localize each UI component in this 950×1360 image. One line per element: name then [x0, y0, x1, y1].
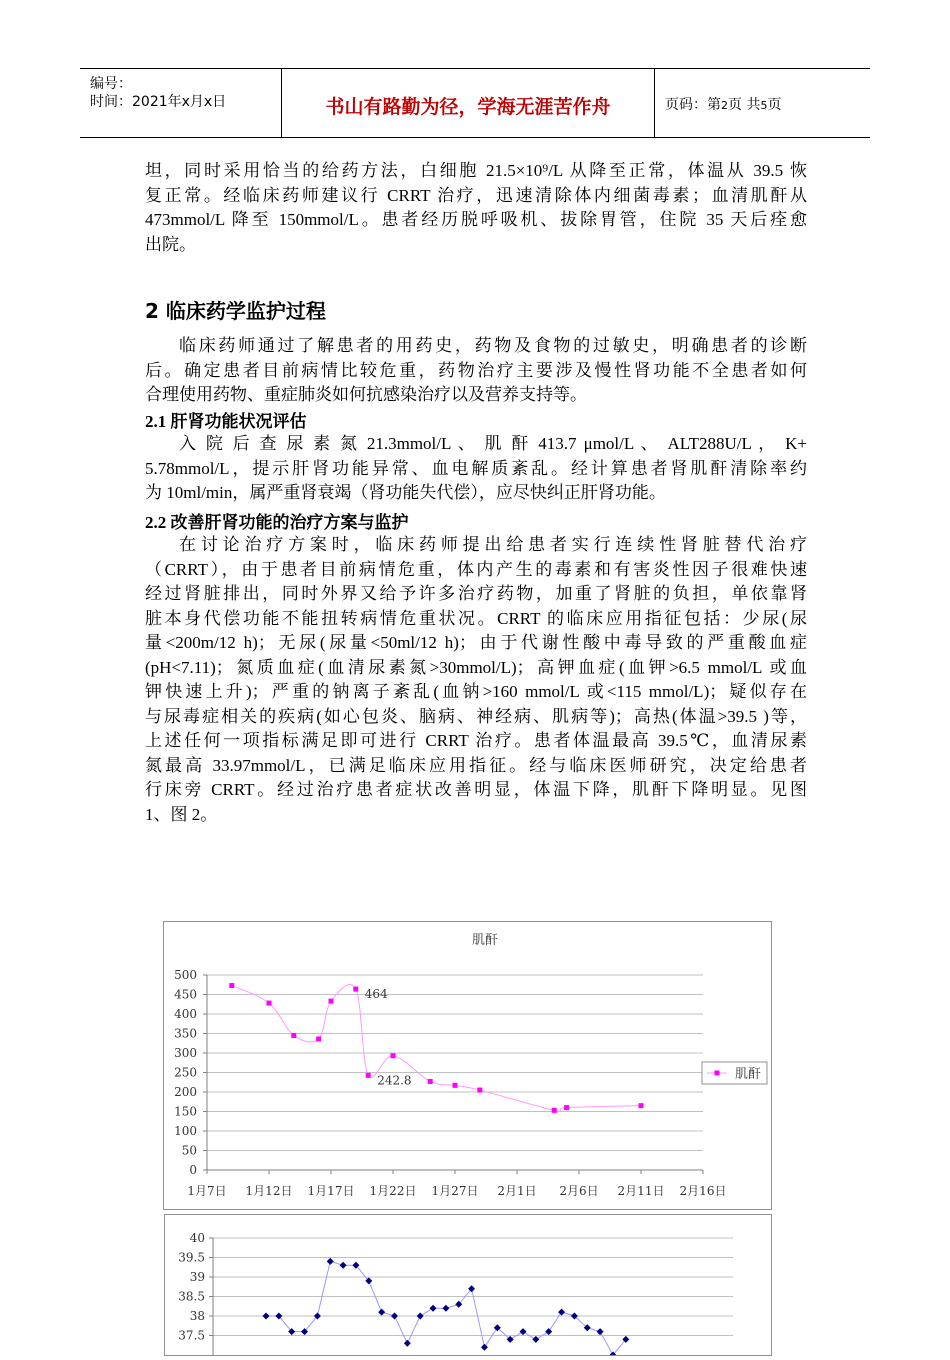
temperature-chart [164, 1214, 772, 1356]
y-tick-label: 50 [181, 1143, 197, 1158]
text-line: 入 院 后 查 尿 素 氮 21.3mmol/L 、 肌 酐 413.7 μmol/L 、 ALT288U/L ， K+ [179, 434, 807, 453]
text-line: 上述任何一项指标满足即可进行 CRRT 治疗。患者体温最高 39.5℃，血清尿素 [145, 731, 807, 750]
text-line: 473mmol/L 降至 150mmol/L。患者经历脱呼吸机、拔除胃管，住院 35 天后痊愈 [145, 210, 807, 229]
chart-title: 肌酐 [471, 933, 499, 948]
text-line: 脏本身代偿功能不能扭转病情危重状况。CRRT 的临床应用指征包括：少尿(尿 [145, 608, 807, 628]
text-line: 钾快速上升)；严重的钠离子紊乱(血钠>160 mmol/L 或<115 mmol/L)；疑似存在 [145, 682, 807, 701]
y-tick-label: 39 [189, 1270, 205, 1284]
data-point [353, 987, 358, 992]
text-line: 出院。 [145, 234, 196, 254]
data-point [391, 1313, 398, 1320]
text-line: 经过肾脏排出，同时外界又给予许多治疗药物，加重了肾脏的负担，单依靠肾 [145, 584, 807, 603]
paragraph-assessment [145, 432, 807, 506]
header-motto-cell [282, 69, 655, 137]
data-point [564, 1105, 569, 1110]
x-tick-label: 1月7日 [187, 1184, 227, 1198]
header-page-cell [655, 69, 870, 137]
data-point [639, 1103, 644, 1108]
data-point [404, 1340, 411, 1347]
y-tick-label: 38 [189, 1309, 205, 1323]
legend-marker [715, 1071, 720, 1076]
number-label: 编号： [90, 76, 132, 92]
x-tick-label: 2月11日 [617, 1184, 665, 1198]
y-tick-label: 250 [174, 1065, 197, 1080]
x-tick-label: 1月22日 [369, 1184, 417, 1198]
data-point [340, 1262, 347, 1269]
motto: 书山有路勤为径，学海无涯苦作舟 [325, 96, 611, 118]
y-tick-label: 500 [174, 968, 197, 982]
text-line: 合理使用药物、重症肺炎如何抗感染治疗以及营养支持等。 [145, 385, 587, 404]
data-point [366, 1073, 371, 1078]
data-point [263, 1313, 270, 1320]
data-point [545, 1328, 552, 1335]
page-current: 2 [721, 99, 728, 112]
x-tick-label: 1月12日 [245, 1184, 293, 1198]
data-point [477, 1088, 482, 1093]
temperature-chart-svg [165, 1215, 771, 1355]
data-point [532, 1336, 539, 1343]
text-line: 与尿毒症相关的疾病(如心包炎、脑病、神经病、肌病等)；高热(体温>39.5 )等， [145, 706, 807, 726]
subsection-heading: 2.2 改善肝肾功能的治疗方案与监护 [145, 513, 409, 532]
x-tick-label: 2月16日 [679, 1184, 727, 1198]
page-header [80, 68, 870, 138]
x-tick-label: 2月6日 [559, 1184, 599, 1198]
header-meta-cell [80, 69, 282, 137]
y-tick-label: 40 [189, 1231, 205, 1245]
creatinine-chart-svg [164, 922, 771, 1209]
data-point [558, 1309, 565, 1316]
y-tick-label: 0 [189, 1163, 197, 1177]
y-tick-label: 200 [174, 1085, 197, 1099]
page-total: 5 [760, 99, 768, 112]
creatinine-chart [163, 921, 772, 1210]
data-point [442, 1305, 449, 1312]
y-tick-label: 38.5 [178, 1289, 205, 1304]
data-point [327, 1258, 334, 1265]
data-point [430, 1305, 437, 1312]
section-heading: 2 临床药学监护过程 [145, 299, 326, 323]
data-point [391, 1053, 396, 1058]
data-point [229, 983, 234, 988]
paragraph-treatment [145, 533, 807, 827]
text-line: 复正常。经临床药师建议行 CRRT 治疗，迅速清除体内细菌毒素；血清肌酐从 [145, 185, 807, 205]
text-line: 坦，同时采用恰当的给药方法，白细胞 21.5×10⁹/L 从降至正常，体温从 39.5 恢 [145, 161, 807, 180]
subsection-heading: 2.1 肝肾功能状况评估 [145, 412, 307, 431]
data-point [316, 1036, 321, 1041]
y-tick-label: 39.5 [178, 1250, 205, 1265]
data-point [552, 1108, 557, 1113]
y-tick-label: 350 [174, 1026, 197, 1041]
data-point [291, 1033, 296, 1038]
data-point [329, 999, 334, 1004]
text-line: 行床旁 CRRT。经过治疗患者症状改善明显，体温下降，肌酐下降明显。见图 [145, 780, 807, 799]
legend-label: 肌酐 [735, 1067, 762, 1082]
y-tick-label: 400 [174, 1007, 197, 1021]
text-line: 为 10ml/min，属严重肾衰竭（肾功能失代偿），应尽快纠正肝肾功能。 [145, 483, 666, 502]
page-suffix: 页 [767, 97, 782, 113]
paragraph-intro [145, 334, 807, 408]
data-label: 464 [364, 987, 388, 1002]
data-point [267, 1001, 272, 1006]
data-point [428, 1079, 433, 1084]
x-tick-label: 2月1日 [497, 1184, 537, 1198]
y-tick-label: 100 [174, 1124, 197, 1138]
data-point [597, 1328, 604, 1335]
data-point [417, 1313, 424, 1320]
text-line: 在讨论治疗方案时，临床药师提出给患者实行连续性肾脏替代治疗 [179, 535, 807, 554]
x-tick-label: 1月17日 [307, 1184, 355, 1198]
paragraph-summary [145, 159, 807, 257]
time-label: 时间：2021年x月x日 [90, 94, 227, 110]
data-label: 242.8 [377, 1073, 412, 1088]
text-line: 后。确定患者目前病情比较危重，药物治疗主要涉及慢性肾功能不全患者如何 [145, 360, 807, 380]
text-line: 5.78mmol/L，提示肝肾功能异常、血电解质紊乱。经计算患者肾肌酐清除率约 [145, 458, 807, 478]
page-indicator [665, 94, 781, 114]
data-point [481, 1344, 488, 1351]
x-tick-label: 1月27日 [431, 1184, 479, 1198]
y-tick-label: 37.5 [178, 1328, 205, 1343]
y-tick-label: 450 [174, 987, 197, 1002]
page-prefix: 页码：第 [665, 97, 721, 113]
text-line: 1、图 2。 [145, 804, 218, 824]
y-tick-label: 150 [174, 1104, 197, 1119]
text-line: 临床药师通过了解患者的用药史，药物及食物的过敏史，明确患者的诊断 [179, 336, 807, 355]
data-point [378, 1309, 385, 1316]
text-line: （CRRT），由于患者目前病情危重，体内产生的毒素和有害炎性因子很难快速 [145, 559, 807, 579]
y-tick-label: 300 [174, 1046, 197, 1060]
data-point [453, 1083, 458, 1088]
text-line: 氮最高 33.97mmol/L，已满足临床应用指征。经与临床医师研究，决定给患者 [145, 755, 807, 775]
text-line: 量<200m/12 h)；无尿(尿量<50ml/12 h)；由于代谢性酸中毒导致的严重酸血症 [145, 633, 807, 652]
text-line: (pH<7.11)；氮质血症(血清尿素氮>30mmol/L)；高钾血症(血钾>6.5 mmol/L 或血 [145, 657, 807, 677]
page-mid: 页 共 [728, 97, 761, 113]
data-point [520, 1328, 527, 1335]
